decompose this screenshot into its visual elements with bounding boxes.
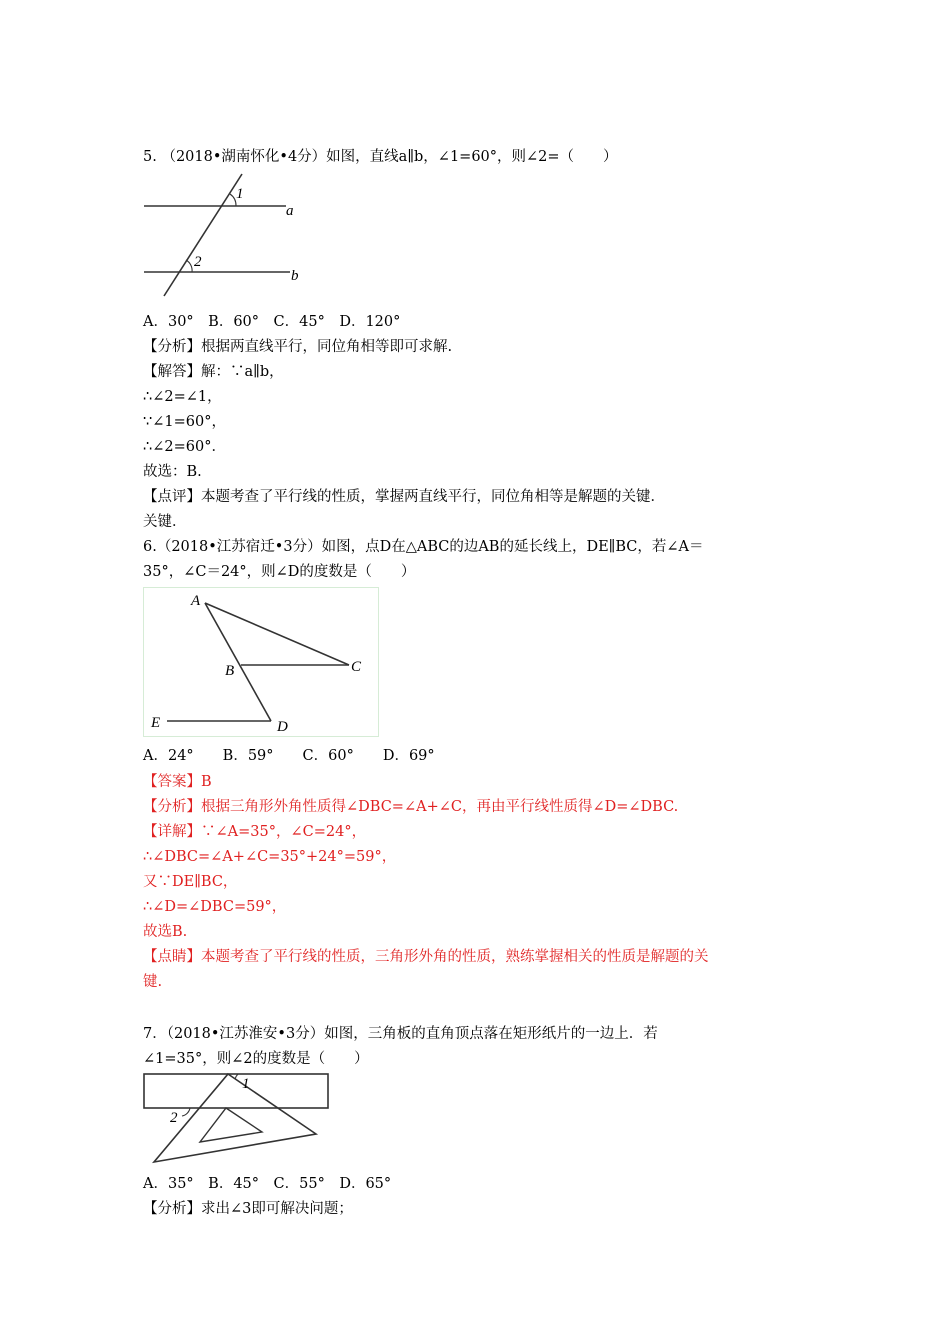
- q7-options: A．35° B．45° C．55° D．65°: [143, 1176, 392, 1192]
- q6-label-A: A: [191, 593, 201, 609]
- q5-solution-line: ∴∠2=60°．: [143, 439, 226, 455]
- q5-label-2: 2: [194, 254, 202, 270]
- q6-stem-line2: 35°，∠C＝24°，则∠D的度数是（ ）: [143, 564, 416, 580]
- q6-segment-AC: [205, 603, 349, 665]
- q5-comment-tail: 关键．: [143, 514, 187, 530]
- q7-figure: [140, 1070, 335, 1170]
- q5-analysis: 【分析】根据两直线平行，同位角相等即可求解.: [143, 339, 453, 355]
- q5-solution-line: ∵∠1=60°，: [143, 414, 226, 430]
- q6-comment-line2: 键.: [143, 974, 163, 990]
- q7-label-2: 2: [170, 1110, 178, 1126]
- q6-label-C: C: [351, 659, 362, 675]
- q6-label-E: E: [151, 715, 161, 731]
- q5-solution-line: ∴∠2=∠1，: [143, 389, 222, 405]
- q5-options: A．30° B．60° C．45° D．120°: [143, 314, 401, 330]
- q5-comment: 【点评】本题考查了平行线的性质，掌握两直线平行，同位角相等是解题的关键．: [143, 489, 665, 505]
- q6-detail-line: 故选B.: [143, 924, 188, 940]
- q7-stem-line1: 7．（2018•江苏淮安•3分）如图，三角板的直角顶点落在矩形纸片的一边上．若: [143, 1026, 658, 1042]
- q6-detail-line: 又∵DE∥BC，: [143, 874, 238, 890]
- q7-triangle-outer: [154, 1074, 316, 1162]
- q7-stem-line2: ∠1=35°，则∠2的度数是（ ）: [143, 1051, 369, 1067]
- q5-solution-line: 【解答】解：∵a∥b，: [143, 364, 284, 380]
- q6-figure: [143, 587, 379, 737]
- q6-detail-line: ∴∠DBC=∠A+∠C=35°+24°=59°，: [143, 849, 397, 865]
- q5-label-1: 1: [236, 186, 244, 202]
- q6-label-D: D: [277, 719, 288, 735]
- q5-solution-line: 故选：B.: [143, 464, 202, 480]
- q6-answer: 【答案】B: [143, 774, 212, 790]
- q5-transversal: [164, 174, 242, 296]
- q6-detail-line: 【详解】∵∠A=35°，∠C=24°，: [143, 824, 367, 840]
- q6-stem-line1: 6.（2018•江苏宿迁•3分）如图，点D在△ABC的边AB的延长线上，DE∥BC，若∠A＝: [143, 539, 704, 555]
- q6-detail-line: ∴∠D=∠DBC=59°，: [143, 899, 287, 915]
- q5-label-b: b: [291, 268, 299, 284]
- q6-comment-line1: 【点睛】本题考查了平行线的性质，三角形外角的性质，熟练掌握相关的性质是解题的关: [143, 949, 709, 965]
- q6-segment-AD: [205, 603, 271, 721]
- q7-angle2-arc: [182, 1108, 190, 1116]
- q7-label-1: 1: [242, 1076, 250, 1092]
- q6-label-B: B: [225, 663, 235, 679]
- q5-angle2-arc: [186, 260, 192, 272]
- q5-label-a: a: [286, 203, 294, 219]
- q5-stem: 5. （2018•湖南怀化•4分）如图，直线a∥b，∠1=60°，则∠2=（ ）: [143, 149, 618, 165]
- q5-figure: [140, 170, 310, 300]
- q6-analysis: 【分析】根据三角形外角性质得∠DBC=∠A+∠C，再由平行线性质得∠D=∠DBC.: [143, 799, 679, 815]
- q7-analysis: 【分析】求出∠3即可解决问题；: [143, 1201, 353, 1217]
- q6-options: A．24° B．59° C．60° D．69°: [143, 748, 435, 764]
- q7-triangle-inner: [200, 1108, 262, 1142]
